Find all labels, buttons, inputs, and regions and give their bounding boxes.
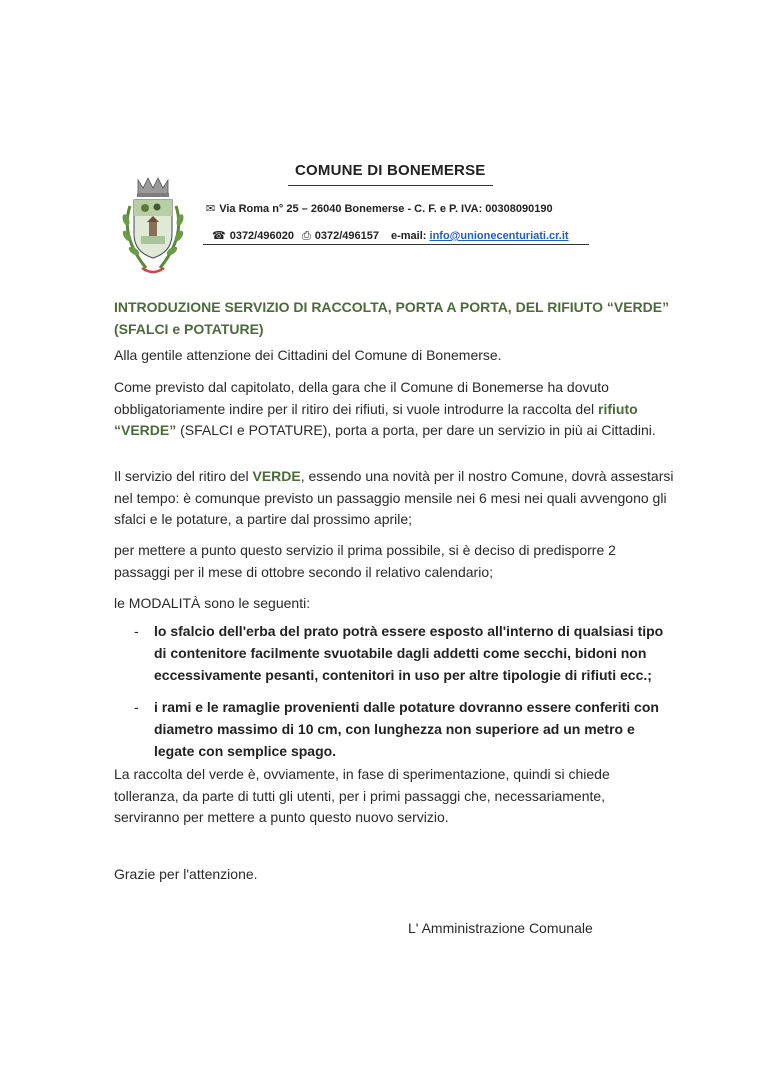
fax-icon: ⎙ bbox=[301, 230, 311, 242]
list-item-text: i rami e le ramaglie provenienti dalle potature dovranno essere conferiti con diametro massimo di 10 cm, con lunghezza non superiore ad un metro e legate con semplice spago. bbox=[154, 699, 659, 759]
contact-divider bbox=[203, 244, 589, 245]
intro-text-c: (SFALCI e POTATURE), porta a porta, per dare un servizio in più ai Cittadini. bbox=[176, 422, 656, 438]
bullet-marker: - bbox=[134, 623, 139, 639]
intro-text-a: Come previsto dal capitolato, della gara che il Comune di Bonemerse ha dovuto obbligatoriamente indire per il ritiro dei rifiuti, si vuole introdurre la raccolta del bbox=[114, 379, 609, 417]
list-item bbox=[114, 620, 674, 686]
thanks-line: Grazie per l'attenzione. bbox=[114, 866, 258, 882]
service-paragraph bbox=[114, 466, 674, 531]
phone-number: 0372/496020 bbox=[229, 230, 294, 242]
service-text-a: Il servizio del ritiro del bbox=[114, 468, 253, 484]
closing-paragraph: La raccolta del verde è, ovviamente, in fase di sperimentazione, quindi si chiede tolleranza, da parte di tutti gli utenti, per i primi passaggi che, necessariamente, serviranno per mettere a punto questo nuovo servizio. bbox=[114, 766, 610, 825]
email-label: e-mail: bbox=[390, 230, 427, 242]
service-highlight: VERDE bbox=[252, 468, 301, 484]
signature: L' Amministrazione Comunale bbox=[408, 920, 593, 936]
phone-icon: ☎ bbox=[212, 230, 226, 242]
intro-paragraph bbox=[114, 377, 674, 442]
greeting-paragraph: Alla gentile attenzione dei Cittadini del Comune di Bonemerse. bbox=[114, 347, 502, 363]
envelope-icon: ✉ bbox=[206, 203, 216, 215]
schedule-paragraph: per mettere a punto questo servizio il prima possibile, si è deciso di predisporre 2 passaggi per il mese di ottobre secondo il relativo calendario; bbox=[114, 542, 616, 580]
title-divider bbox=[288, 185, 493, 186]
coat-of-arms-icon bbox=[112, 176, 194, 280]
modalities-list bbox=[114, 620, 674, 762]
contact-line bbox=[212, 229, 569, 243]
service-text-c: , essendo una novità per il nostro Comune, dovrà assestarsi nel tempo: è comunque previsto un passaggio mensile nei 6 mesi nei quali avvengono gli sfalci e le potature, a partire dal prossimo aprile; bbox=[114, 468, 674, 527]
intro-highlight: rifiuto “VERDE” bbox=[114, 400, 638, 438]
list-item-text: lo sfalcio dell'erba del prato potrà essere esposto all'interno di qualsiasi tipo di contenitore facilmente svuotabile dagli addetti come secchi, bidoni non eccessivamente pesanti, contenitori in uso per altre tipologie di rifiuti ecc.; bbox=[154, 623, 664, 683]
modalities-intro: le MODALITÀ sono le seguenti: bbox=[114, 595, 311, 611]
page-title: COMUNE DI BONEMERSE bbox=[295, 162, 486, 179]
email-link[interactable]: info@unionecenturiati.cr.it bbox=[429, 230, 569, 242]
address-line bbox=[206, 202, 553, 215]
fax-number: 0372/496157 bbox=[314, 230, 379, 242]
address-text: Via Roma n° 25 – 26040 Bonemerse - C. F. e P. IVA: 00308090190 bbox=[219, 203, 553, 215]
notice-heading: INTRODUZIONE SERVIZIO DI RACCOLTA, PORTA A PORTA, DEL RIFIUTO “VERDE” (SFALCI e POTATURE) bbox=[114, 299, 670, 337]
bullet-marker: - bbox=[134, 699, 139, 715]
list-item bbox=[114, 696, 674, 762]
